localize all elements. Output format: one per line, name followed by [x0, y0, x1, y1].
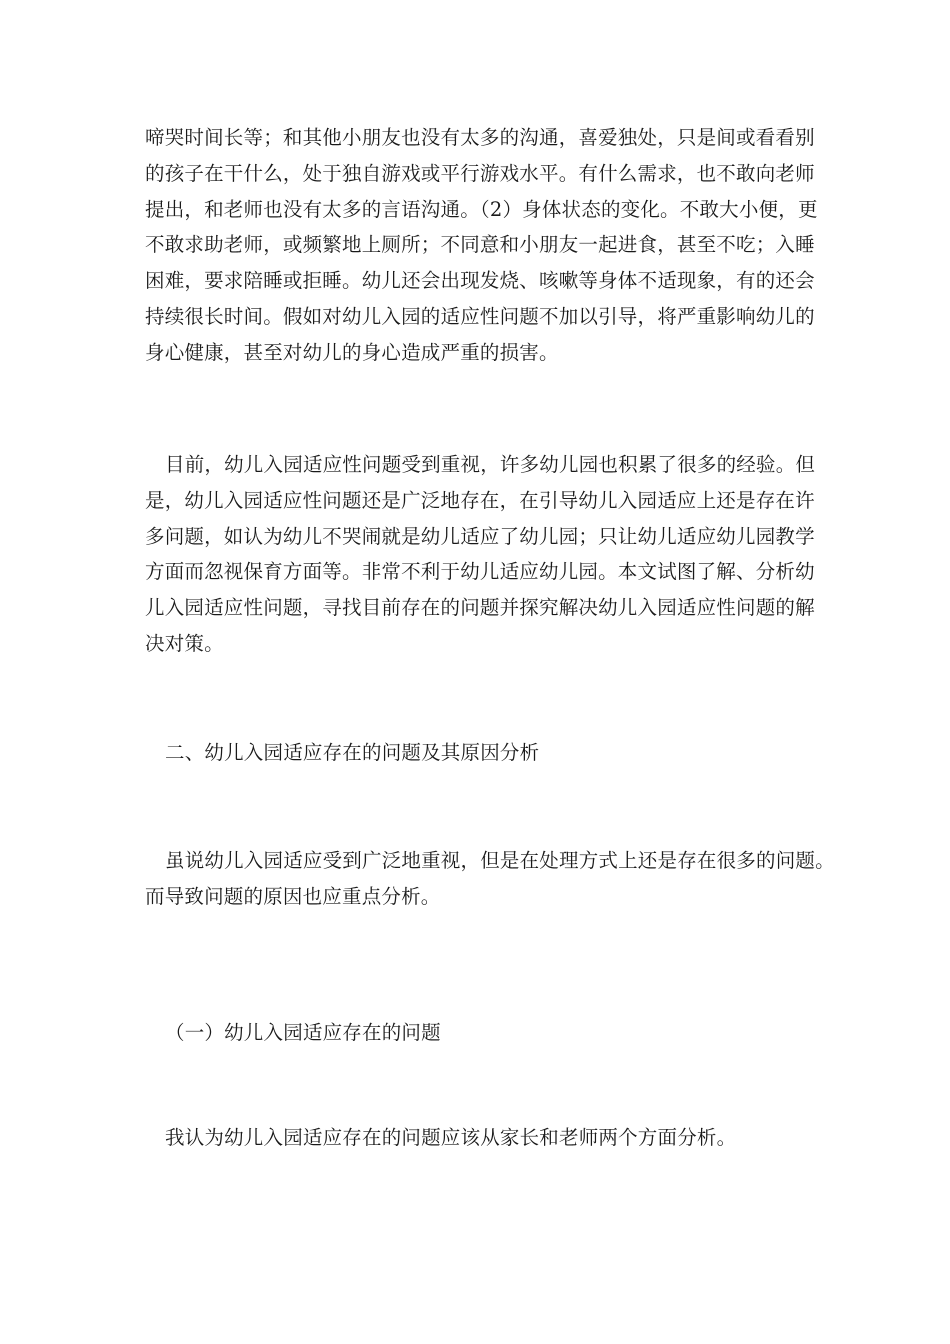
text-line: 持续很长时间。假如对幼儿入园的适应性问题不加以引导，将严重影响幼儿的	[145, 304, 815, 328]
text-line: 儿入园适应性问题，寻找目前存在的问题并探究解决幼儿入园适应性问题的解	[145, 596, 815, 620]
subsection-heading-text: （一）幼儿入园适应存在的问题	[165, 1021, 441, 1044]
text-line: 而导致问题的原因也应重点分析。	[145, 884, 441, 908]
text-line: 方面而忽视保育方面等。非常不利于幼儿适应幼儿园。本文试图了解、分析幼	[145, 560, 815, 584]
text-line: 困难，要求陪睡或拒睡。幼儿还会出现发烧、咳嗽等身体不适现象，有的还会	[145, 269, 815, 293]
text-line: 决对策。	[145, 631, 224, 655]
text-line: 身心健康，甚至对幼儿的身心造成严重的损害。	[145, 340, 559, 364]
text-line: 不敢求助老师，或频繁地上厕所；不同意和小朋友一起进食，甚至不吃；入睡	[145, 233, 815, 257]
subsection-heading	[145, 1015, 815, 1051]
text-line: 提出，和老师也没有太多的言语沟通。（2）身体状态的变化。不敢大小便，更	[145, 197, 818, 221]
body-paragraph	[145, 1120, 815, 1156]
text-line: 我认为幼儿入园适应存在的问题应该从家长和老师两个方面分析。	[165, 1126, 737, 1149]
text-line: 是，幼儿入园适应性问题还是广泛地存在，在引导幼儿入园适应上还是存在许	[145, 488, 815, 512]
text-line: 啼哭时间长等；和其他小朋友也没有太多的沟通，喜爱独处，只是间或看看别	[145, 126, 815, 149]
section-heading-text: 二、幼儿入园适应存在的问题及其原因分析	[165, 741, 540, 764]
body-paragraph	[145, 120, 818, 371]
text-line: 目前，幼儿入园适应性问题受到重视，许多幼儿园也积累了很多的经验。但	[165, 453, 816, 476]
text-line: 多问题，如认为幼儿不哭闹就是幼儿适应了幼儿园；只让幼儿适应幼儿园教学	[145, 524, 815, 548]
text-line: 虽说幼儿入园适应受到广泛地重视，但是在处理方式上还是存在很多的问题。	[165, 849, 835, 872]
text-line: 的孩子在干什么，处于独自游戏或平行游戏水平。有什么需求，也不敢向老师	[145, 161, 815, 185]
body-paragraph	[145, 843, 835, 915]
body-paragraph	[145, 447, 815, 662]
section-heading	[145, 735, 815, 771]
